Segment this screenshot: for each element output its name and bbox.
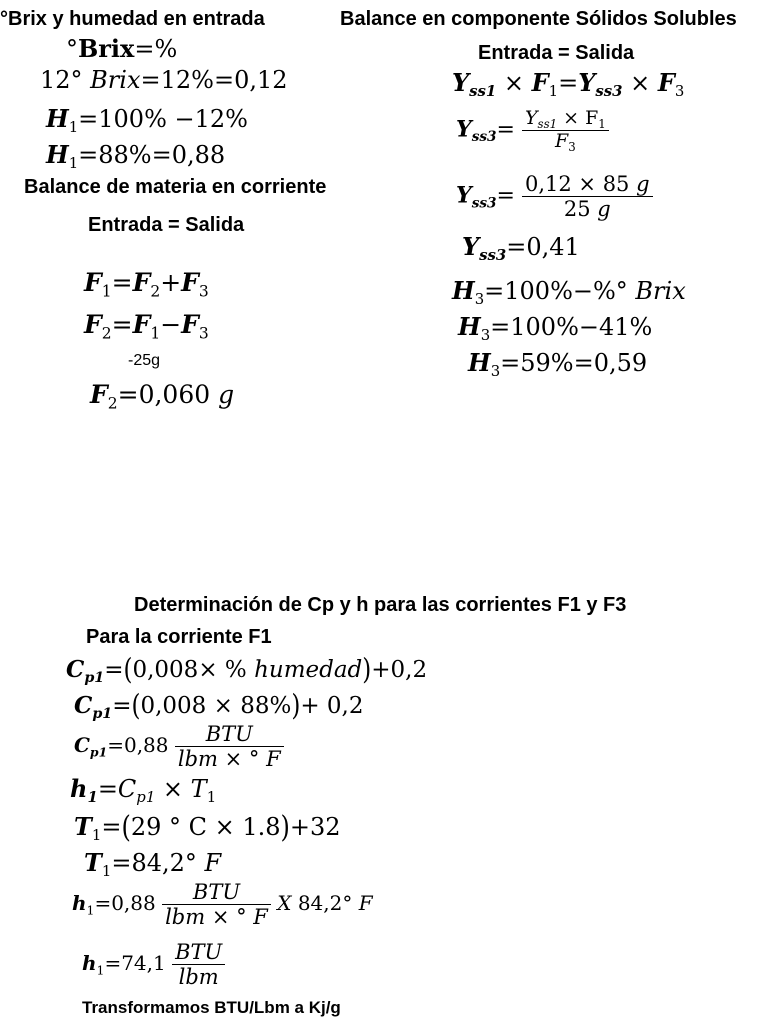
f1-mass-balance: $F_1=F_2+F_3$ bbox=[84, 268, 209, 301]
h1-result: $H_1=88\%=0,88$ bbox=[46, 140, 226, 173]
f2-mass-balance: $F_2=F_1-F_3$ bbox=[84, 310, 209, 343]
cp1-formula: $C_{p1}=(0,008\times$ % humedad)+0,2 bbox=[66, 653, 428, 687]
corriente-f1-heading: Para la corriente F1 bbox=[86, 626, 272, 648]
h1-enthalpy-result: $h_1=74,1$ $\frac{\text{BTU}}{\text{lbm}}$ bbox=[82, 940, 225, 989]
h1-units-fraction: $\frac{\text{BTU}}{\text{lbm × ° F}}$ bbox=[162, 880, 271, 929]
yss3-numeric-formula: $Y_{ss3}=$ $\frac{0,12 \times 85 g}{25 g}$ bbox=[456, 172, 653, 221]
h1-result-units-fraction: $\frac{\text{BTU}}{\text{lbm}}$ bbox=[172, 940, 225, 989]
cp1-substitution: $C_{p1}=(0,008 \times 88\%)+ 0,2$ bbox=[74, 689, 364, 723]
cp1-result: $C_{p1}=0,88$ $\frac{\text{BTU}}{\text{lbm × ° F}}$ bbox=[74, 722, 284, 771]
yss3-numeric-fraction: $\frac{0,12 \times 85 g}{25 g}$ bbox=[522, 172, 653, 221]
yss3-result: $Y_{ss3}=0,41$ bbox=[462, 232, 580, 265]
t1-formula: $T_1=(29$ ° C × 1.8)+32 bbox=[74, 809, 341, 845]
brix-value-equation: 12° Brix=12%=0,12 bbox=[40, 66, 288, 94]
h3-definition: $H_3=100\%-\%^\circ$ Brix bbox=[452, 276, 686, 309]
cp-h-heading: Determinación de Cp y h para las corrientes F1 y F3 bbox=[134, 594, 627, 616]
transform-heading: Transformamos BTU/Lbm a Kj/g bbox=[82, 998, 341, 1017]
t1-result: $T_1=84,2^\circ$ F bbox=[84, 848, 222, 881]
yss3-fraction: $\frac{Y_{ss1} \times F_1}{F_3}$ bbox=[522, 108, 609, 153]
minus-25g-note: -25g bbox=[128, 352, 161, 369]
cp1-units-fraction: $\frac{\text{BTU}}{\text{lbm × ° F}}$ bbox=[175, 722, 284, 771]
balance-solidos-heading: Balance en componente Sólidos Solubles bbox=[340, 8, 737, 30]
brix-humedad-heading: °Brix y humedad en entrada bbox=[0, 8, 265, 30]
h1-enthalpy-formula: $h_1=C_{p1} \times T_1$ bbox=[70, 774, 217, 807]
h1-calculation: $H_1=100\% -12\%$ bbox=[46, 104, 248, 137]
f2-result: $F_2=0,060$ g bbox=[90, 380, 235, 413]
h1-substitution: $h_1=0,88$ $\frac{\text{BTU}}{\text{lbm × ° F}}$ X 84,2° F bbox=[72, 880, 373, 930]
h3-calculation: $H_3=100\%-41\%$ bbox=[458, 312, 653, 345]
right-entrada-salida: Entrada = Salida bbox=[478, 42, 635, 64]
brix-definition: °Brix=% bbox=[66, 34, 178, 63]
h3-result: $H_3=59\%=0,59$ bbox=[468, 348, 648, 381]
left-entrada-salida: Entrada = Salida bbox=[88, 214, 245, 236]
yss-balance-equation: $Y_{ss1} \times F_1=Y_{ss3} \times F_3$ bbox=[452, 68, 685, 101]
yss3-fraction-formula: $Y_{ss3}=$ $\frac{Y_{ss1} \times F_1}{F_3}$ bbox=[456, 108, 609, 153]
balance-materia-heading: Balance de materia en corriente bbox=[24, 176, 327, 198]
